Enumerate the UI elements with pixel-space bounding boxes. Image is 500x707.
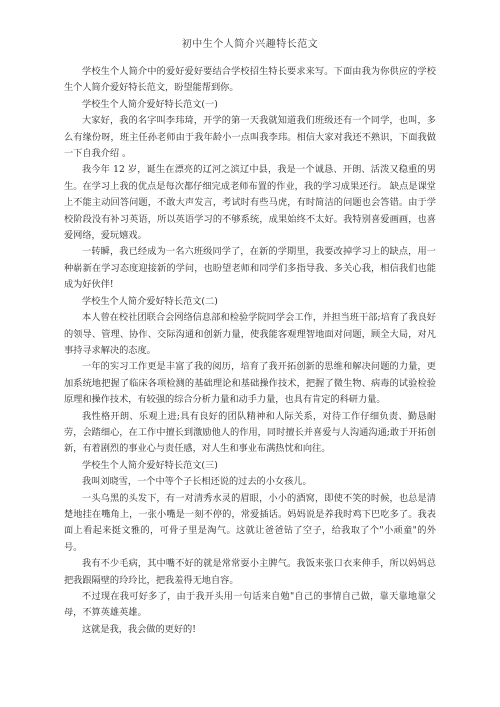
section-heading-2: 学校生个人简介爱好特长范文(二)	[82, 295, 218, 307]
body-paragraph: 一头乌黑的头发下，有一对清秀水灵的眉眼，小小的酒窝，即使不笑的时候，也总是清楚地挂在嘴角上，一张小嘴是一刻不停的，常爱插话。妈妈说是养我时鸡下巴吃多了。我表面上看起来挺文雅的，可骨子里是淘气。这就让爸爸钻了空子，给我取了个"小顽童"的外号。	[64, 492, 436, 553]
body-paragraph: 大家好，我的名字叫李玮琦，开学的第一天我就知道我们班级还有一个同学，也叫，多么有缘份呀，班主任孙老师由于我年龄小一点叫我李玮。相信大家对我还不熟识，下面我做一下自我介绍 。	[64, 115, 436, 160]
body-paragraph: 一转瞬，我已经成为一名六班级同学了，在新的学期里，我要改掉学习上的缺点，用一种崭新在学习态度迎接新的学问，也盼望老师和同学们多指导我、多关心我，相信我们也能成为好伙伴!	[64, 246, 436, 291]
document-title: 初中生个人简介兴趣特长范文	[181, 39, 319, 50]
body-paragraph: 我今年 12 岁，诞生在漂亮的辽河之滨辽中县，我是一个诚恳、开朗、活泼又稳重的男生。在学习上我的优点是每次都仔细完成老师布置的作业，我的学习成果还行。 缺点是课堂上不能主动回答问题，不敢大声发言，考试时有些马虎，有时简洁的问题也会答错。由于学校阶段没有补习英语，所以英语学习的不够系统，成果始终不太好。我特别喜爱画画，也喜爱网络，爱玩嬉戏。	[64, 164, 436, 242]
document-page	[64, 38, 436, 638]
intro-paragraph: 学校生个人简介中的爱好爱好要结合学校招生特长要求来写。下面由我为你供应的学校生个人简介爱好特长范文，盼望能帮到你。	[64, 66, 436, 94]
body-paragraph: 本人曾在校社团联合会网络信息部和检验学院同学会工作，并担当班干部;培育了我良好的领导、管理、协作、交际沟通和创新力量，使我能客观理智地面对问题，顾全大局，对凡事持寻求解决的态度。	[64, 312, 436, 356]
section-heading-1: 学校生个人简介爱好特长范文(一)	[82, 98, 218, 110]
body-paragraph: 不过现在我可好多了，由于我开头用一句话来自勉"自己的事情自己做，靠天靠地靠父母，不算英雄英雄。	[64, 591, 436, 619]
body-paragraph: 我性格开朗、乐观上进;具有良好的团队精神和人际关系，对待工作仔细负责、勤恳耐劳，会踏细心，在工作中擅长到激励他人的作用，同时擅长并喜爱与人沟通沟通;敢于开拓创新，有着剧烈的事业心与责任感，对人生和事业布满热忱和向往。	[64, 410, 436, 455]
closing-paragraph: 这就是我，我会做的更好的!	[82, 623, 196, 635]
body-paragraph: 我有不少毛病，其中嘴不好的就是常常耍小主脾气。我饭来张口衣来伸手，所以妈妈总把我跟隔壁的玲玲比，把我羞得无地自容。	[64, 558, 436, 586]
section-heading-3: 学校生个人简介爱好特长范文(三)	[82, 459, 218, 471]
body-paragraph: 我叫刘晓雪，一个中等个子长相还说的过去的小女孩儿。	[82, 476, 312, 488]
body-paragraph: 一年的实习工作更是丰富了我的阅历，培育了我开拓创新的思维和解决问题的力量，更加系统地把握了临床各项检测的基础理论和基础操作技术，把握了微生物、病毒的试验检验原理和操作技术，有较强的综合分析力量和动手力量，也具有肯定的科研力量。	[64, 361, 436, 406]
